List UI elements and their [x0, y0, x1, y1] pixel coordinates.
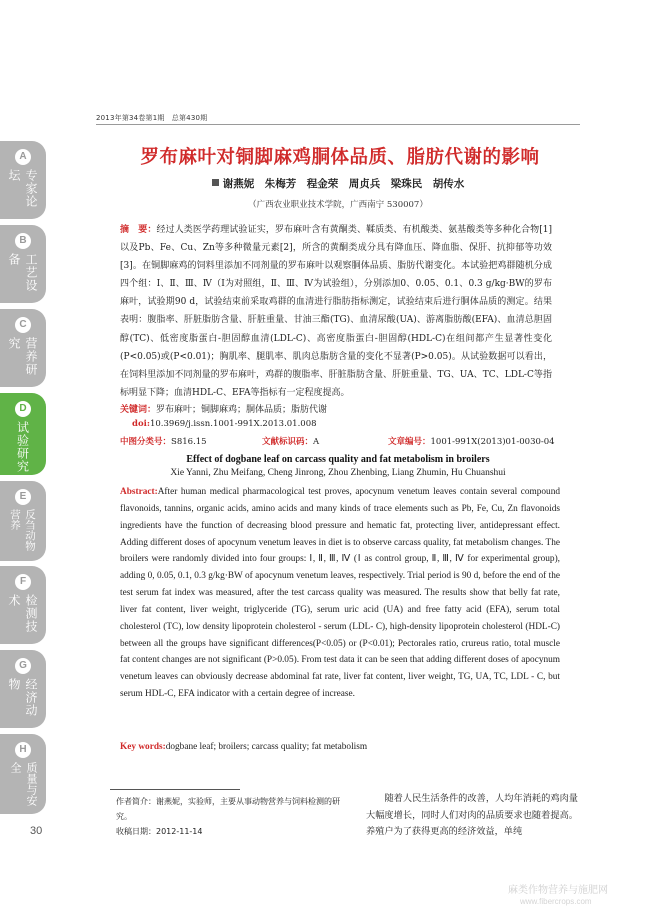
keywords-en	[120, 742, 560, 752]
article-title: 罗布麻叶对铜脚麻鸡胴体品质、脂肪代谢的影响	[140, 147, 540, 168]
doc-code	[262, 435, 319, 447]
author-list	[96, 176, 580, 191]
tab-letter: B	[15, 233, 31, 249]
tab-label: 工艺设备	[7, 253, 38, 292]
tab-label: 检测技术	[7, 594, 38, 633]
abstract-en-text: After human medical pharmacological test proves, apocynum venetum leaves contain several compound flavonoids, tannins, organic acids, amino acids and many kinds of trace elements such as Pb, Fe, Cu, Zn flavonoids ingredients have the function of decreasing blood pressure and hematic fat, protecting liver, antidepressant effect. Adding different doses of apocynum venetum leaves in diet is to observe carcass quality, fat metabolism changes. The broilers were randomly divided into four groups: Ⅰ, Ⅱ, Ⅲ, Ⅳ (Ⅰ as control group, Ⅱ, Ⅲ, Ⅳ for experimental group), adding 0, 0.05, 0.1, 0.3 g/kg·BW of apocynum venetum leaves, respectively. Trial period is 90 d, before the end of the test serum fat index was measured, after the test carcass quality was measured. The results show that belly fat rate, liver fat content, liver weight, triglyceride (TG), serum uric acid (UA) and free fatty acid (EFA), serum total cholesterol (TC), low density lipoprotein cholesterol - serum (LDL- C), high-density lipoprotein cholesterol (HDL-C) between all the groups have significant differences(P<0.05) or (P<0.01); Pectorales ratio, crureus ratio, total muscle fat content changes are not significant (P>0.05). From test data it can be seen that adding different doses of apocynum venetum leaves can obviously decrease abdominal fat rate, liver fat content, liver weight, TG, UA, TC, LDL - C, but serum HDL-C, EFA indicator with a certain degree of increase.	[120, 487, 560, 700]
body-text: 随着人民生活条件的改善，人均年消耗的鸡肉量大幅度增长，同时人们对肉的品质要求也随着提高。养殖户为了获得更高的经济效益，单纯	[366, 793, 578, 837]
keywords-en-text: dogbane leaf; broilers; carcass quality; fat metabolism	[165, 742, 368, 752]
received-date: 收稿日期：2012-11-14	[116, 827, 203, 836]
tab-letter: H	[15, 742, 31, 758]
english-authors: Xie Yanni, Zhu Meifang, Cheng Jinrong, Zhou Zhenbing, Liang Zhumin, Hu Chuanshui	[170, 468, 506, 478]
doi	[132, 419, 317, 429]
doi-text: 10.3969/j.issn.1001-991X.2013.01.008	[149, 419, 317, 429]
tab-label: 营养研究	[7, 337, 38, 376]
abstract-en-label: Abstract:	[120, 487, 158, 497]
doc-code-value: A	[313, 437, 320, 447]
keywords-cn-text: 罗布麻叶；铜脚麻鸡；胴体品质；脂肪代谢	[156, 405, 328, 415]
tab-letter: F	[15, 574, 31, 590]
abstract-cn-text: 经过人类医学药理试验证实，罗布麻叶含有黄酮类、鞣质类、有机酸类、氨基酸类等多种化合物[1]以及Pb、Fe、Cu、Zn等多种微量元素[2]，所含的黄酮类成分具有降血压、降血脂、保肝、抗抑郁等功效[3]。在铜脚麻鸡的饲料里添加不同剂量的罗布麻叶以观察胴体品质、脂肪代谢变化。本试验把鸡群随机分成四个组：Ⅰ、Ⅱ、Ⅲ、Ⅳ（Ⅰ为对照组，Ⅱ、Ⅲ、Ⅳ为试验组），分别添加0、0.05、0.1、0.3 g/kg·BW的罗布麻叶，试验期90 d，试验结束前采取鸡群的血清进行脂肪指标测定，试验结束后进行胴体品质的测定。结果表明：腹脂率、肝脏脂肪含量、肝脏重量、甘油三酯(TG)、血清尿酸(UA)、游离脂肪酸(EFA)、血清总胆固醇(TC)、低密度脂蛋白-胆固醇血清(LDL-C)、高密度脂蛋白-胆固醇(HDL-C)在组间都产生显著性变化(P<0.05)或(P<0.01)；胸肌率、腿肌率、肌肉总脂肪含量的变化不显著(P>0.05)。从试验数据可以看出，在饲料里添加不同剂量的罗布麻叶，鸡群的腹脂率、肝脏脂肪含量、肝脏重量、TG、UA、TC、LDL-C等指标明显下降；血清HDL-C、EFA等指标有一定程度提高。	[120, 225, 552, 398]
tab-letter: C	[15, 317, 31, 333]
side-tab-c[interactable]	[0, 309, 46, 387]
clc-label: 中图分类号：	[120, 437, 172, 447]
author-intro-footnote: 作者简介：谢燕妮，实验师，主要从事动物营养与饲料检测的研究。	[116, 797, 340, 821]
author-names: 谢燕妮 朱梅芳 程金荣 周贞兵 梁珠民 胡传水	[222, 178, 465, 190]
abstract-cn-label: 摘 要：	[120, 225, 157, 235]
watermark-url: www.fibercrops.com	[520, 897, 592, 906]
tab-letter: E	[15, 489, 31, 505]
side-tab-a[interactable]	[0, 141, 46, 219]
article-number-value: 1001-991X(2013)01-0030-04	[430, 437, 555, 447]
doi-label: doi:	[132, 419, 150, 429]
abstract-en	[120, 484, 560, 703]
tab-letter: A	[15, 149, 31, 165]
clc-value: S816.15	[171, 437, 207, 447]
footnote-divider	[110, 789, 240, 790]
page-number: 30	[30, 825, 43, 837]
side-tab-h[interactable]	[0, 734, 46, 814]
side-tab-b[interactable]	[0, 225, 46, 303]
doc-code-label: 文献标识码：	[262, 437, 314, 447]
journal-issue-header: 2013年第34卷第1期 总第430期	[96, 114, 208, 122]
tab-label: 试验研究	[15, 421, 30, 473]
keywords-cn	[120, 402, 552, 415]
side-tab-d[interactable]	[0, 393, 46, 475]
watermark-cn: 麻类作物营养与施肥网	[508, 885, 608, 896]
keywords-cn-label: 关键词：	[120, 405, 157, 415]
square-bullet-icon	[212, 179, 219, 186]
side-tab-f[interactable]	[0, 566, 46, 644]
body-paragraph	[366, 791, 578, 841]
tab-label: 质量与安全	[9, 762, 38, 806]
side-tab-g[interactable]	[0, 650, 46, 728]
affiliation: （广西农业职业技术学院，广西南宁 530007）	[248, 200, 428, 210]
tab-label: 专家论坛	[7, 169, 38, 208]
header-divider	[96, 124, 580, 125]
tab-letter: D	[15, 401, 31, 417]
article-number-label: 文章编号：	[388, 437, 431, 447]
side-tab-e[interactable]	[0, 481, 46, 561]
abstract-cn	[120, 221, 552, 402]
tab-label: 反刍动物营养	[9, 509, 36, 551]
english-title: Effect of dogbane leaf on carcass quality and fat metabolism in broilers	[186, 454, 490, 465]
tab-label: 经济动物	[7, 678, 38, 717]
keywords-en-label: Key words:	[120, 742, 166, 752]
tab-letter: G	[15, 658, 31, 674]
article-number	[388, 435, 555, 447]
clc	[120, 435, 207, 447]
